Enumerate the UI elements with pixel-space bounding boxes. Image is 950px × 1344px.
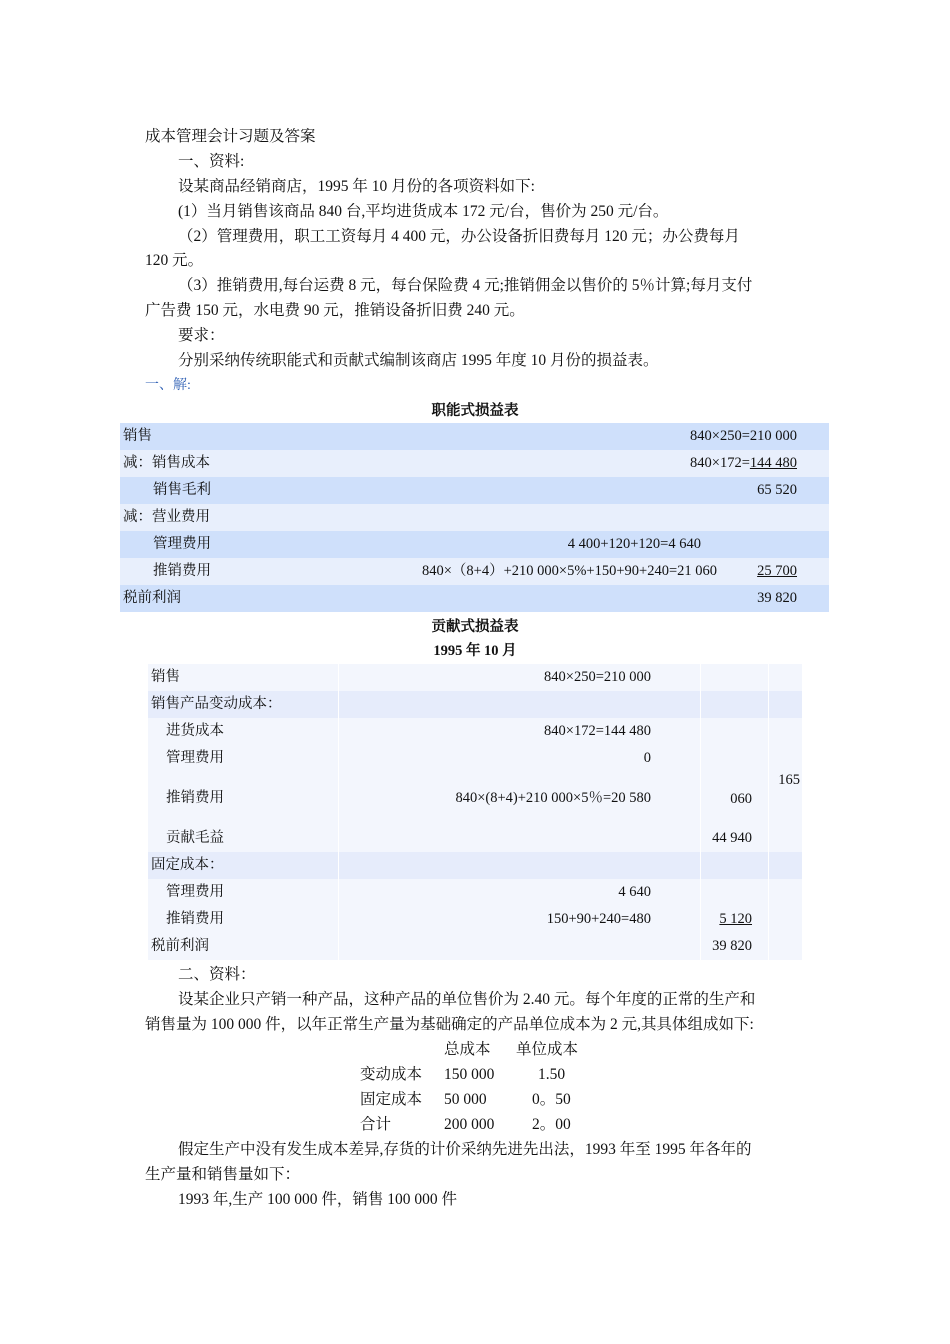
table-row: [148, 718, 802, 745]
cost-table-header: 总成本: [444, 1041, 491, 1058]
table-row: [120, 585, 829, 612]
table-row: [148, 933, 802, 960]
row-label: 减：营业费用: [123, 509, 210, 525]
formula-cell: 4 640: [618, 884, 651, 900]
cost-row-total: 150 000: [444, 1066, 495, 1083]
paragraph: （2）管理费用，职工工资每月 4 400 元，办公设备折旧费每月 120 元；办公费每月: [178, 228, 740, 245]
row-label: 销售产品变动成本：: [151, 696, 282, 712]
cost-row-unit: 1.50: [538, 1066, 566, 1083]
row-label: 进货成本: [166, 723, 224, 739]
formula-cell: 840×172=144 480: [544, 723, 651, 739]
row-label: 管理费用: [153, 536, 211, 552]
paragraph: 120 元。: [145, 252, 204, 269]
section2-heading: 二、资料：: [178, 966, 256, 983]
cost-row-name: 合计: [360, 1116, 392, 1133]
table-row: [148, 879, 802, 906]
table-row: [148, 825, 802, 852]
underlined-amount: 144 480: [749, 455, 797, 471]
formula-cell: 840×（8+4）+210 000×5%+150+90+240=21 060: [422, 563, 717, 579]
table2-title: 贡献式损益表: [431, 619, 519, 635]
paragraph: 假定生产中没有发生成本差异,存货的计价采纳先进先出法，1993 年至 1995 年各年的: [178, 1141, 752, 1158]
cost-table-header: 单位成本: [516, 1041, 579, 1058]
cost-row-unit: 0。50: [532, 1091, 571, 1108]
formula-cell: 150+90+240=480: [546, 911, 651, 927]
table-row: [148, 852, 802, 879]
table-row: [148, 664, 802, 691]
row-label: 管理费用: [166, 884, 224, 900]
functional-income-statement: [120, 423, 829, 612]
amount-cell: 840×250=210 000: [690, 428, 797, 444]
amount-cell: [690, 450, 797, 477]
formula-cell: 840×(8+4)+210 000×5％=20 580: [455, 790, 651, 806]
column-divider: [700, 664, 701, 960]
cost-row-name: 变动成本: [360, 1066, 423, 1083]
formula-cell: 4 400+120+120=4 640: [567, 536, 701, 552]
section1-heading: 一、资料:: [178, 153, 245, 170]
cost-row-name: 固定成本: [360, 1091, 423, 1108]
formula-text: 840×172=: [690, 455, 750, 471]
amount-cell: 39 820: [757, 590, 797, 606]
row-label: 销售毛利: [153, 482, 211, 498]
table-row: [120, 423, 829, 450]
paragraph: 设某商品经销商店，1995 年 10 月份的各项资料如下:: [178, 178, 535, 195]
contribution-income-statement: [148, 664, 802, 960]
underlined-amount: 25 700: [757, 563, 797, 579]
cost-row-total: 50 000: [444, 1091, 487, 1108]
requirement-heading: 要求：: [178, 327, 225, 344]
amount-cell: 65 520: [757, 482, 797, 498]
table-row: [148, 772, 802, 825]
formula-cell: 0: [643, 750, 651, 766]
table-row: [120, 477, 829, 504]
solution-heading: 一、解:: [145, 378, 191, 393]
amount-cell: 165: [778, 772, 800, 788]
table1-title: 职能式损益表: [431, 403, 519, 419]
amount-cell: 39 820: [712, 938, 752, 954]
column-divider: [338, 664, 339, 960]
paragraph: 1993 年,生产 100 000 件，销售 100 000 件: [178, 1191, 458, 1208]
table-row: [148, 745, 802, 772]
paragraph: 销售量为 100 000 件，以年正常生产量为基础确定的产品单位成本为 2 元,其具体组成如下:: [145, 1016, 754, 1033]
table-row: [148, 906, 802, 933]
formula-cell: 840×250=210 000: [544, 669, 651, 685]
paragraph: 生产量和销售量如下：: [145, 1166, 301, 1183]
row-label: 减：销售成本: [123, 455, 210, 471]
row-label: 固定成本：: [151, 857, 224, 873]
row-label: 推销费用: [166, 911, 224, 927]
doc-title: 成本管理会计习题及答案: [145, 128, 316, 145]
cost-row-unit: 2。00: [532, 1116, 571, 1133]
paragraph: 广告费 150 元，水电费 90 元，推销设备折旧费 240 元。: [145, 302, 525, 319]
row-label: 贡献毛益: [166, 830, 224, 846]
cost-row-total: 200 000: [444, 1116, 495, 1133]
table-row: [148, 691, 802, 718]
paragraph: 设某企业只产销一种产品，这种产品的单位售价为 2.40 元。每个年度的正常的生产和: [178, 991, 756, 1008]
row-label: 税前利润: [123, 590, 181, 606]
column-divider: [768, 664, 769, 960]
row-label: 推销费用: [166, 790, 224, 806]
row-label: 销售: [123, 428, 152, 444]
row-label: 推销费用: [153, 563, 211, 579]
paragraph: （3）推销费用,每台运费 8 元，每台保险费 4 元;推销佣金以售价的 5％计算;每月支付: [178, 277, 753, 294]
row-label: 税前利润: [151, 938, 209, 954]
requirement-text: 分别采纳传统职能式和贡献式编制该商店 1995 年度 10 月份的损益表。: [178, 352, 659, 369]
underlined-amount: 5 120: [719, 911, 752, 927]
row-label: 销售: [151, 669, 180, 685]
table-row: [120, 531, 829, 558]
table2-subtitle: 1995 年 10 月: [433, 643, 517, 659]
paragraph: (1）当月销售该商品 840 台,平均进货成本 172 元/台，售价为 250 元/台。: [178, 203, 669, 220]
table-row: [120, 450, 829, 477]
table-row: [120, 504, 829, 531]
amount-cell: 44 940: [712, 830, 752, 846]
table-row: [120, 558, 829, 585]
row-label: 管理费用: [166, 750, 224, 766]
amount-cell: 060: [730, 791, 752, 807]
